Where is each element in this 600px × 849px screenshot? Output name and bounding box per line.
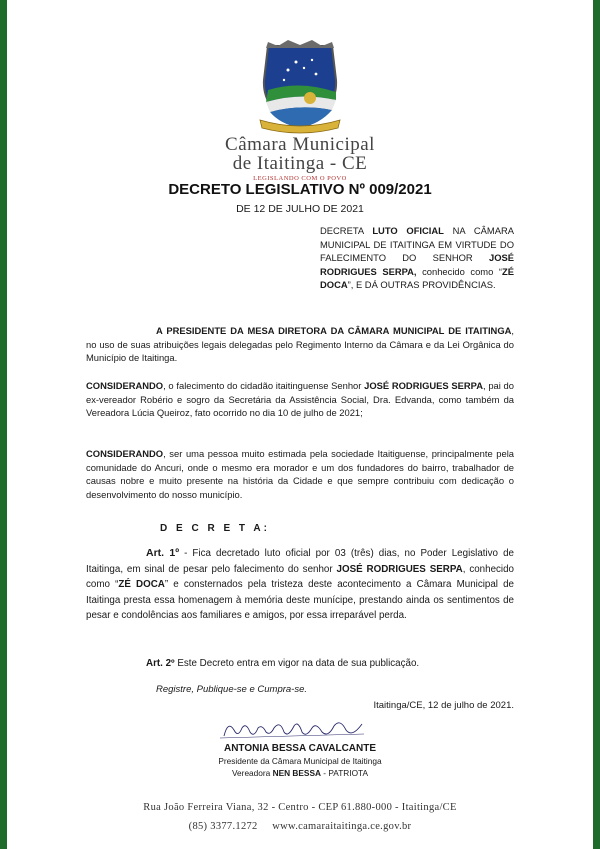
considerando-paragraph-2: CONSIDERANDO, ser uma pessoa muito estimada pela sociedade Itaitiguense, principalmente pela comunidade do Ancuri, onde o mesmo era morador e um dos fundadores do bairro, trabalhador de causas nobre e muito presente na história da Cidade e que sempre contribuiu com dedicação o desenvolvimento do nosso município. <box>86 448 514 500</box>
org-name-line1: Câmara Municipal <box>225 134 375 155</box>
signatory-title: Vereadora NEN BESSA - PATRIOTA <box>231 768 369 778</box>
decree-date: DE 12 DE JULHO DE 2021 <box>236 203 364 215</box>
closing-formula: Registre, Publique-se e Cumpra-se. <box>156 684 308 695</box>
article-2: Art. 2º Este Decreto entra em vigor na data de sua publicação. <box>146 658 420 669</box>
preamble-paragraph: A PRESIDENTE DA MESA DIRETORA DA CÂMARA MUNICIPAL DE ITAITINGA, no uso de suas atribuições legais delegadas pelo Regimento Interno da Câmara e da Lei Orgânica do Município de Itaitinga. <box>86 325 514 364</box>
place-and-date: Itaitinga/CE, 12 de julho de 2021. <box>373 700 514 711</box>
signatory-role: Presidente da Câmara Municipal de Itaitinga <box>218 756 382 766</box>
org-tagline: LEGISLANDO COM O POVO <box>253 175 347 182</box>
handwritten-signature <box>218 716 368 742</box>
coat-of-arms-logo <box>258 40 342 134</box>
considerando-paragraph-1: CONSIDERANDO, o falecimento do cidadão itaitinguense Senhor JOSÉ RODRIGUES SERPA, pai do ex-vereador Robério e sogro da Secretária da Assistência Social, Dra. Edvanda, como também da Vereadora Lúcia Queiroz, fato ocorrido no dia 10 de julho de 2021; <box>86 380 514 419</box>
decree-summary: DECRETA LUTO OFICIAL NA CÂMARA MUNICIPAL DE ITAITINGA EM VIRTUDE DO FALECIMENTO DO SENHOR JOSÉ RODRIGUES SERPA, conhecido como “ZÉ DOCA”, E DÁ OUTRAS PROVIDÊNCIAS. <box>320 225 515 291</box>
article-1: Art. 1º - Fica decretado luto oficial por 03 (três) dias, no Poder Legislativo de Itaitinga, em sinal de pesar pelo falecimento do senhor JOSÉ RODRIGUES SERPA, conhecido como “ZÉ DOCA” e consternados pela tristeza deste acontecimento a Câmara Municipal de Itaitinga presta essa homenagem à memória deste munícipe, prestando ainda os sentimentos de pesar e condolências aos familiares e amigos, por essa irreparável perda. <box>86 547 515 621</box>
signatory-name: ANTONIA BESSA CAVALCANTE <box>223 743 377 754</box>
decreta-heading: D E C R E T A: <box>160 523 270 534</box>
right-border <box>593 0 600 849</box>
footer-address: Rua João Ferreira Viana, 32 - Centro - CEP 61.880-000 - Itaitinga/CE <box>143 802 457 813</box>
left-border <box>0 0 7 849</box>
footer-contact: (85) 3377.1272 www.camaraitaitinga.ce.gov.br <box>188 821 412 832</box>
org-name-line2: de Itaitinga - CE <box>232 153 368 174</box>
decree-title: DECRETO LEGISLATIVO Nº 009/2021 <box>168 181 432 198</box>
